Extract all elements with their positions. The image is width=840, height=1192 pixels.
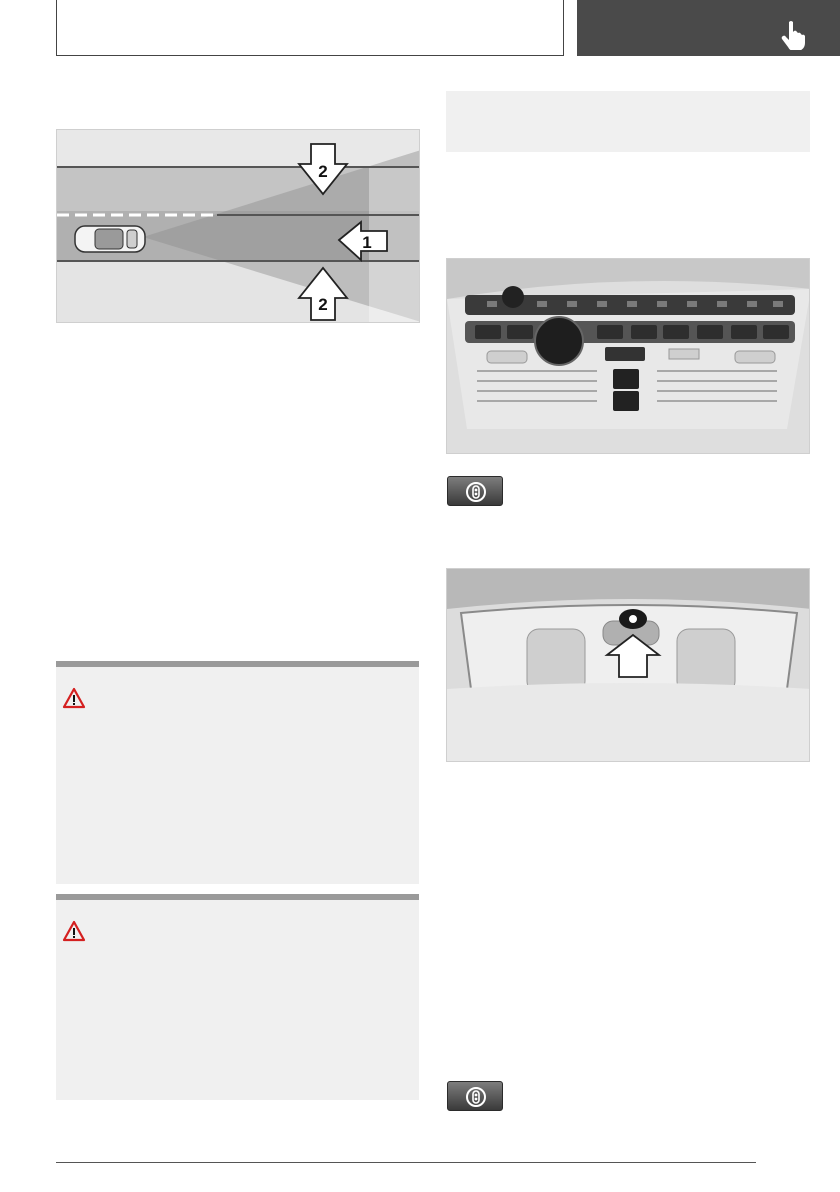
dashboard-controls-photo [446,258,810,454]
interior-camera-photo [446,568,810,762]
warning-triangle-icon [62,687,86,709]
button-control-icon [447,476,503,506]
footer-divider [56,1162,756,1163]
header-title-box [56,0,564,56]
car-icon [75,226,145,252]
button-control-icon [447,1081,503,1111]
callout-1: 1 [362,233,372,252]
warning-box-1 [56,661,419,884]
hand-pointer-icon [780,20,806,50]
warning-triangle-icon [62,920,86,942]
callout-2-top: 2 [318,162,328,181]
warning-box-2 [56,894,419,1100]
callout-2-bottom: 2 [318,295,328,314]
detection-range-diagram [56,129,420,323]
note-box [446,91,810,152]
